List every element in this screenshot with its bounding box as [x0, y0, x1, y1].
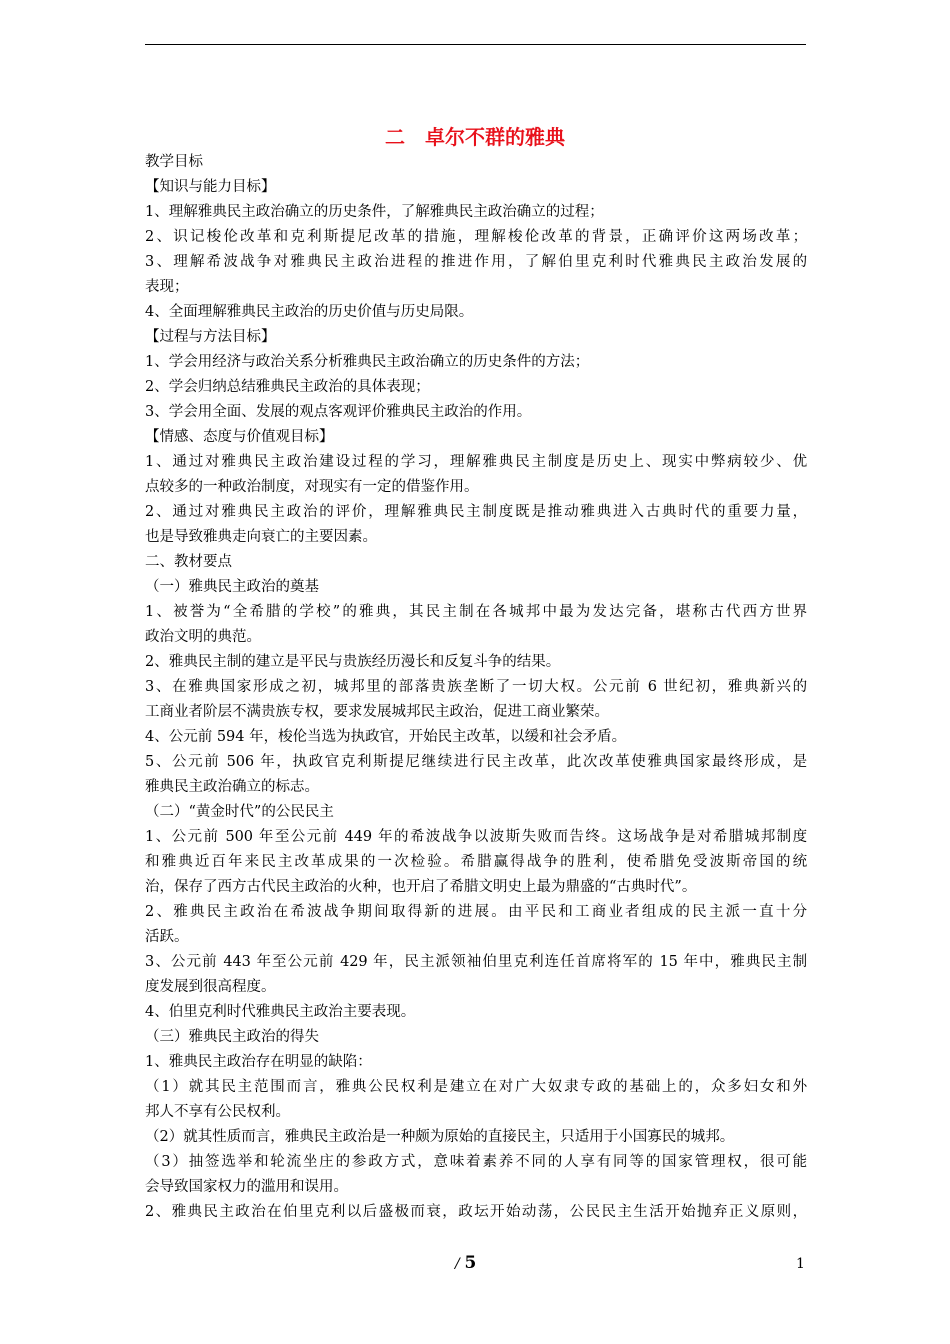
- document-body: [145, 150, 807, 1225]
- paragraph-line: 会导致国家权力的滥用和误用。: [145, 1179, 348, 1195]
- paragraph-line: （2）就其性质而言，雅典民主政治是一种颇为原始的直接民主，只适用于小国寡民的城邦。: [145, 1129, 735, 1145]
- header-rule: [145, 44, 806, 45]
- paragraph-line: 1、通过对雅典民主政治建设过程的学习，理解雅典民主制度是历史上、现实中弊病较少、优: [145, 454, 807, 470]
- paragraph-line: 【知识与能力目标】: [145, 179, 276, 195]
- paragraph-line: 1、雅典民主政治存在明显的缺陷：: [145, 1054, 372, 1070]
- paragraph-line: 治，保存了西方古代民主政治的火种，也开启了希腊文明史上最为鼎盛的“古典时代”。: [145, 879, 697, 895]
- paragraph-line: 2、雅典民主政治在伯里克利以后盛极而衰，政坛开始动荡，公民民主生活开始抛弃正义原则，: [145, 1204, 807, 1220]
- paragraph-line: 工商业者阶层不满贵族专权，要求发展城邦民主政治，促进工商业繁荣。: [145, 704, 609, 720]
- paragraph-line: 1、学会用经济与政治关系分析雅典民主政治确立的历史条件的方法；: [145, 354, 590, 370]
- paragraph-line: 4、伯里克利时代雅典民主政治主要表现。: [145, 1004, 416, 1020]
- paragraph-line: （3）抽签选举和轮流坐庄的参政方式，意味着素养不同的人享有同等的国家管理权，很可能: [145, 1154, 807, 1170]
- paragraph-line: （1）就其民主范围而言，雅典公民权利是建立在对广大奴隶专政的基础上的，众多妇女和外: [145, 1079, 807, 1095]
- paragraph-line: 【过程与方法目标】: [145, 329, 276, 345]
- paragraph-line: 点较多的一种政治制度，对现实有一定的借鉴作用。: [145, 479, 479, 495]
- paragraph-line: 2、通过对雅典民主政治的评价，理解雅典民主制度既是推动雅典进入古典时代的重要力量，: [145, 504, 807, 520]
- paragraph-line: 雅典民主政治确立的标志。: [145, 779, 319, 795]
- paragraph-line: 邦人不享有公民权利。: [145, 1104, 290, 1120]
- paragraph-line: 1、被誉为“全希腊的学校”的雅典，其民主制在各城邦中最为发达完备，堪称古代西方世界: [145, 604, 807, 620]
- paragraph-line: 活跃。: [145, 929, 189, 945]
- paragraph-line: 5、公元前 506 年，执政官克利斯提尼继续进行民主改革，此次改革使雅典国家最终形成，是: [145, 754, 807, 770]
- paragraph-line: 4、全面理解雅典民主政治的历史价值与历史局限。: [145, 304, 474, 320]
- paragraph-line: （二）“黄金时代”的公民民主: [145, 804, 334, 820]
- page-total-count: 5: [464, 1253, 477, 1273]
- paragraph-line: 表现；: [145, 279, 189, 295]
- paragraph-line: （一）雅典民主政治的奠基: [145, 579, 319, 595]
- paragraph-line: 2、雅典民主制的建立是平民与贵族经历漫长和反复斗争的结果。: [145, 654, 561, 670]
- page-total-slash: /: [455, 1256, 460, 1272]
- paragraph-line: 1、理解雅典民主政治确立的历史条件，了解雅典民主政治确立的过程；: [145, 204, 604, 220]
- paragraph-line: 也是导致雅典走向衰亡的主要因素。: [145, 529, 377, 545]
- paragraph-line: 教学目标: [145, 154, 203, 170]
- paragraph-line: 政治文明的典范。: [145, 629, 261, 645]
- paragraph-line: 度发展到很高程度。: [145, 979, 276, 995]
- page-total: [455, 1252, 476, 1275]
- paragraph-line: 和雅典近百年来民主改革成果的一次检验。希腊赢得战争的胜利，使希腊免受波斯帝国的统: [145, 854, 807, 870]
- page-number: 1: [796, 1256, 805, 1272]
- paragraph-line: 4、公元前 594 年，梭伦当选为执政官，开始民主改革，以缓和社会矛盾。: [145, 729, 627, 745]
- page-title: 二 卓尔不群的雅典: [385, 125, 565, 149]
- paragraph-line: 3、理解希波战争对雅典民主政治进程的推进作用，了解伯里克利时代雅典民主政治发展的: [145, 254, 807, 270]
- paragraph-line: （三）雅典民主政治的得失: [145, 1029, 319, 1045]
- paragraph-line: 3、公元前 443 年至公元前 429 年，民主派领袖伯里克利连任首席将军的 15 年中，雅典民主制: [145, 954, 807, 970]
- paragraph-line: 1、公元前 500 年至公元前 449 年的希波战争以波斯失败而告终。这场战争是对希腊城邦制度: [145, 829, 807, 845]
- paragraph-line: 2、雅典民主政治在希波战争期间取得新的进展。由平民和工商业者组成的民主派一直十分: [145, 904, 807, 920]
- paragraph-line: 【情感、态度与价值观目标】: [145, 429, 334, 445]
- paragraph-line: 2、学会归纳总结雅典民主政治的具体表现；: [145, 379, 430, 395]
- paragraph-line: 3、在雅典国家形成之初，城邦里的部落贵族垄断了一切大权。公元前 6 世纪初，雅典新兴的: [145, 679, 807, 695]
- paragraph-line: 二、教材要点: [145, 554, 232, 570]
- paragraph-line: 3、学会用全面、发展的观点客观评价雅典民主政治的作用。: [145, 404, 532, 420]
- paragraph-line: 2、识记梭伦改革和克利斯提尼改革的措施，理解梭伦改革的背景，正确评价这两场改革；: [145, 229, 807, 245]
